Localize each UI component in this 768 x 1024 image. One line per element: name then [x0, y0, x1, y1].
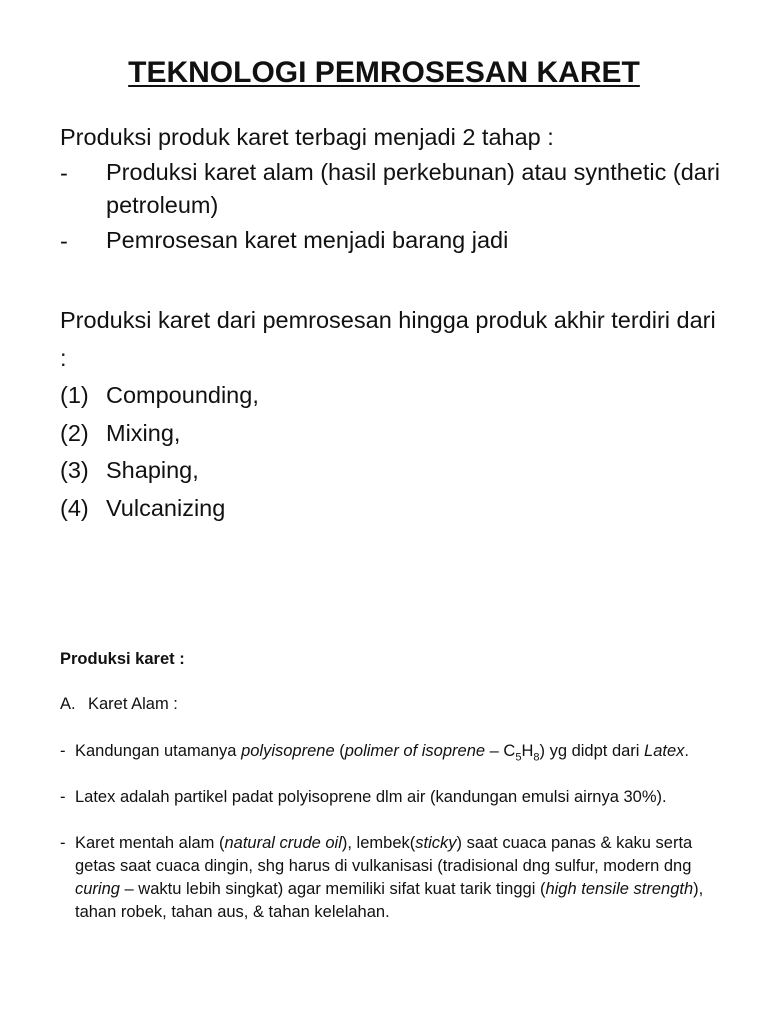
step-number: (3) [60, 457, 89, 483]
list-marker: - [60, 228, 68, 254]
bullet-text: Latex adalah partikel padat polyisoprene dlm air (kandungan emulsi airnya 30%). [75, 788, 667, 806]
bullet-text: Kandungan utamanya polyisoprene (polimer of isoprene – $C_5H_8$) yg didpt dari Latex. [75, 742, 690, 764]
karet-alam-bullets [60, 740, 720, 947]
list-item [60, 740, 720, 763]
step-text: Mixing, [106, 419, 181, 446]
step-text: Compounding, [106, 382, 259, 408]
step-number: (1) [60, 382, 89, 408]
section-title: Produksi karet : [60, 650, 185, 668]
stage-list [60, 156, 720, 260]
bullet-marker: - [60, 788, 66, 806]
step-number: (4) [60, 494, 89, 521]
list-marker: - [60, 160, 68, 186]
process-steps-list [60, 377, 259, 527]
list-item [60, 156, 720, 222]
step-number: (2) [60, 419, 89, 446]
list-item-text: Pemrosesan karet menjadi barang jadi [106, 227, 509, 253]
document-title: TEKNOLOGI PEMROSESAN KARET [128, 56, 640, 89]
subsection-letter: A. [60, 695, 76, 713]
bullet-marker: - [60, 742, 66, 760]
subsection-title-text: Karet Alam : [88, 695, 178, 713]
intro-paragraph: Produksi produk karet terbagi menjadi 2 tahap : [60, 124, 554, 150]
step-text: Shaping, [106, 457, 199, 483]
step-text: Vulcanizing [106, 494, 226, 521]
process-intro-paragraph: Produksi karet dari pemrosesan hingga produk akhir terdiri dari : [60, 307, 716, 371]
list-item [60, 415, 259, 453]
list-item [60, 377, 259, 415]
bullet-text: Karet mentah alam (natural crude oil), lembek(sticky) saat cuaca panas & kaku serta getas saat cuaca dingin, shg harus di vulkanisasi (tradisional dng sulfur, modern dng curing – waktu lebih singkat) agar memiliki sifat kuat tarik tinggi (high tensile strength), tahan robek, tahan aus, & tahan kelelahan. [75, 834, 704, 921]
list-item-text: Produksi karet alam (hasil perkebunan) atau synthetic (dari petroleum) [106, 159, 720, 218]
bullet-marker: - [60, 834, 66, 852]
list-item [60, 452, 259, 490]
list-item [60, 786, 720, 809]
subsection-title [60, 693, 178, 716]
list-item [60, 224, 720, 258]
list-item [60, 832, 720, 924]
list-item [60, 490, 259, 528]
